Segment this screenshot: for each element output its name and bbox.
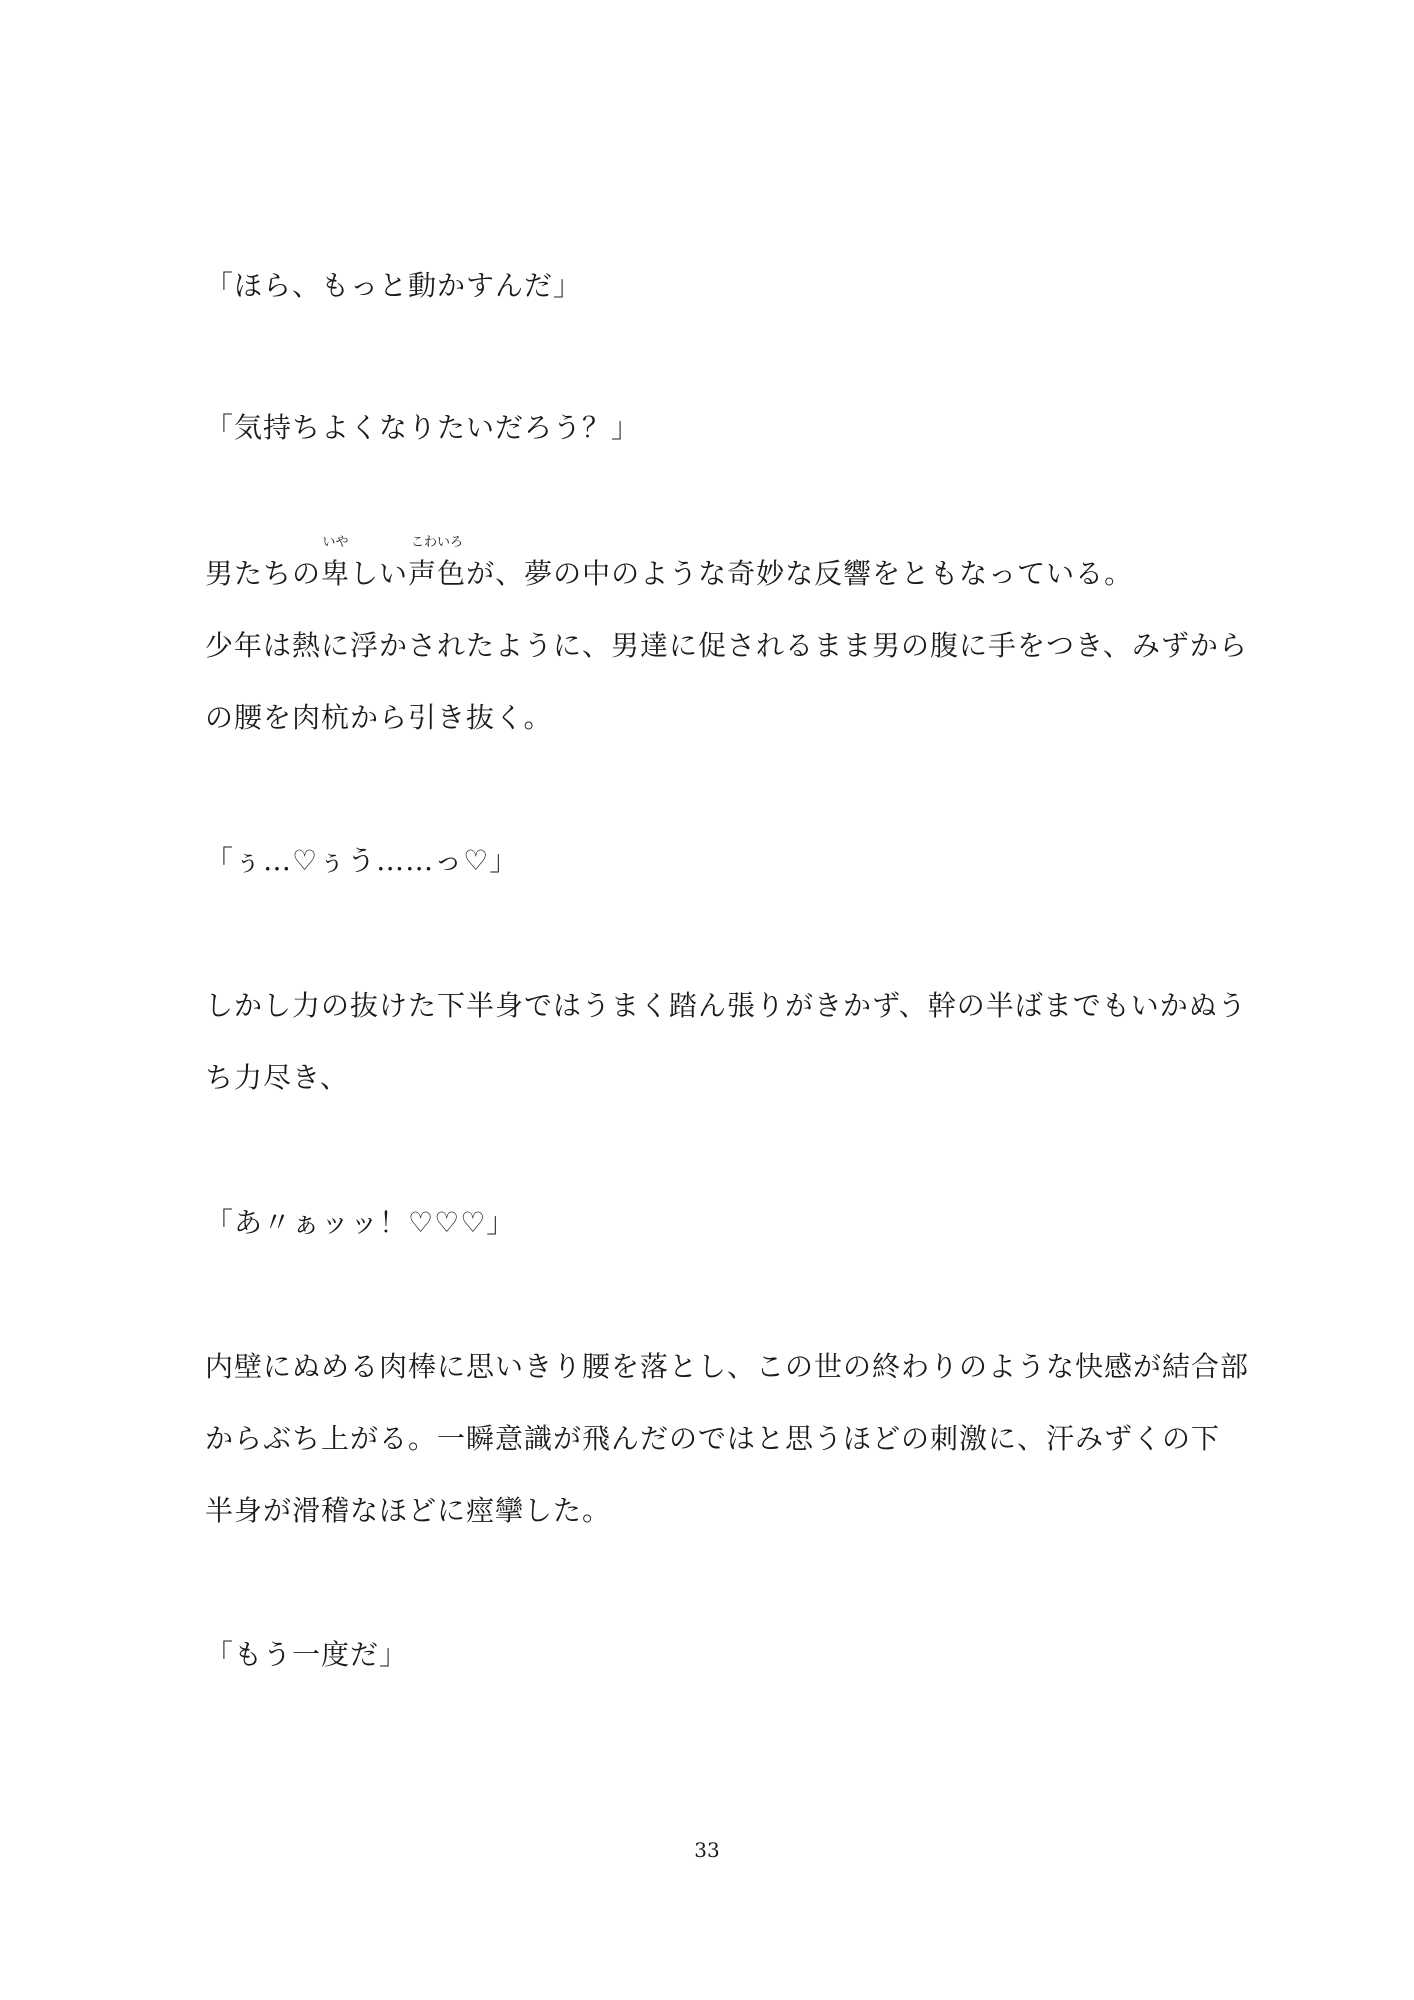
ruby-annotation-2: こわいろ <box>411 535 464 550</box>
dialogue-line-5: 「もう一度だ」 <box>205 1638 409 1671</box>
narration-line-7: からぶち上がる。一瞬意識が飛んだのではと思うほどの刺激に、汗みずくの下 <box>205 1422 1221 1455</box>
narration-line-6: 内壁にぬめる肉棒に思いきり腰を落とし、この世の終わりのような快感が結合部 <box>205 1350 1250 1383</box>
dialogue-line-4: 「あ〃ぁッッ！♡♡♡」 <box>205 1206 516 1239</box>
ruby-base-2: 声色 <box>408 557 467 590</box>
dialogue-line-1: 「ほら、もっと動かすんだ」 <box>205 269 583 302</box>
ruby-base-1: 卑 <box>321 557 351 590</box>
ruby-group-2 <box>408 535 467 592</box>
dialogue-line-2: 「気持ちよくなりたいだろう？」 <box>205 411 641 444</box>
page-number: 33 <box>694 1838 720 1862</box>
narration-line-3: の腰を肉杭から引き抜く。 <box>205 701 553 734</box>
narration-line-2: 少年は熱に浮かされたように、男達に促されるまま男の腹に手をつき、みずから <box>205 629 1248 662</box>
narration-line-8: 半身が滑稽なほどに痙攣した。 <box>205 1494 612 1527</box>
narration-line-ruby <box>205 535 1225 592</box>
ruby-line-prefix: 男たちの <box>205 557 322 590</box>
narration-line-4: しかし力の抜けた下半身ではうまく踏ん張りがきかず、幹の半ばまでもいかぬう <box>205 989 1247 1022</box>
narration-line-5: ち力尽き、 <box>205 1061 349 1094</box>
ruby-group-1 <box>321 535 351 592</box>
ruby-annotation-1: いや <box>322 535 349 550</box>
ruby-line-suffix: が、夢の中のような奇妙な反響をともなっている。 <box>466 557 1134 590</box>
ruby-line-mid: しい <box>350 557 409 590</box>
dialogue-line-3: 「ぅ…♡ぅう……っ♡」 <box>205 844 519 877</box>
